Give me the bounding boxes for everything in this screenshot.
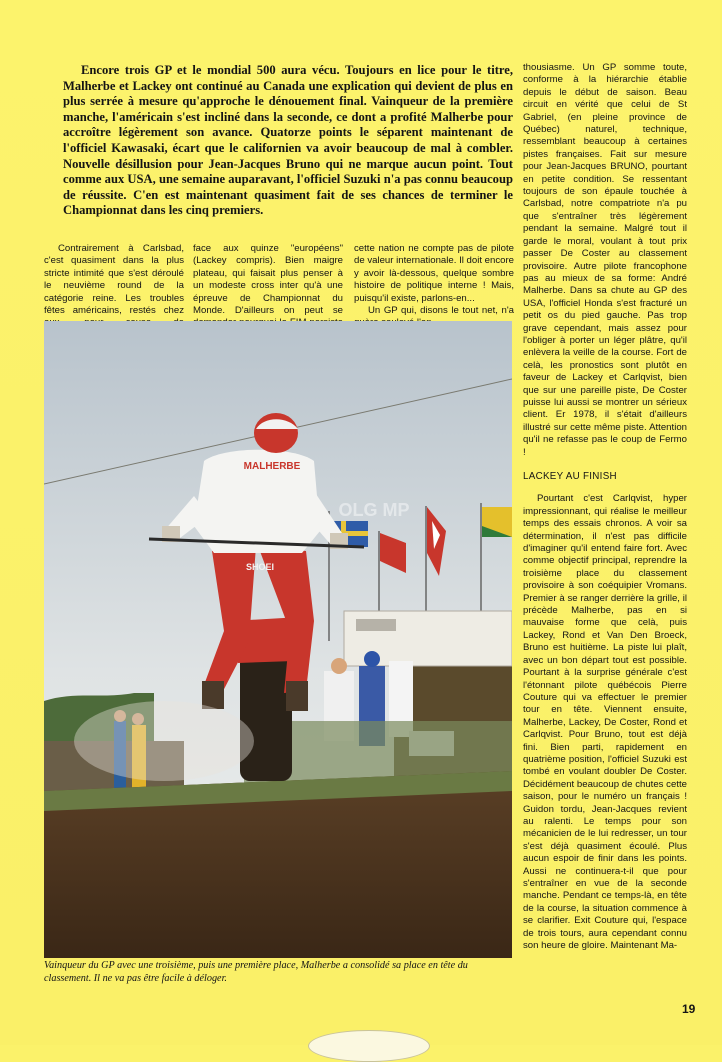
race-photo <box>44 321 512 958</box>
page-number: 19 <box>682 1002 696 1016</box>
trailer-window <box>356 619 396 631</box>
binding-mark <box>308 1030 430 1062</box>
column-4-text-2: Pourtant c'est Carlqvist, hyper impressionnant, qui réalise le meilleur temps des essais chronos. A voir sa détermination, il n'est pas difficile d'imaginer qu'il entend faire fort. Avec comme objectif principal, reprendre la troisième place du classement provisoire à son coéquipier Vromans. Premier à se ranger derrière la grille, il précède Malherbe, pas en si mauvaise forme que celà, puis Lackey, Rond et Van Den Broeck, Bruno est huitième. La piste lui plaît, avec un bon départ tout est possible. Pourtant à la surprise générale c'est l'étonnant pilote québécois Pierre Couture qui va effectuer le premier tour en tête. Viennent ensuite, Malherbe, Lackey, De Coster, Rond et Carlqvist. Pour Bruno, tout est déjà fini. Bien parti, rapidement en quatrième position, l'officiel Suzuki est tombé en voulant doubler De Coster. Décidément beaucoup de chutes cette saison, pour le numéro un français ! Guidon tordu, Jean-Jacques revient au ralenti. Le temps pour son mécanicien de le lui redresser, un tour s'est déjà quasiment écoulé. Plus aucun espoir de finir dans les points. Aussi ne continuera-t-il que pour s'entraîner en vue de la seconde manche. Pendant ce temps-là, en tête de la course, la situation commence à se clarifier. Exit Couture qui, l'espace de trois tours, aura cependant connu son heure de gloire. Maintenant Ma- <box>523 493 687 952</box>
dust-cloud <box>74 701 254 781</box>
section-heading: LACKEY AU FINISH <box>523 471 617 482</box>
left-boot <box>202 681 224 709</box>
right-boot <box>286 681 308 711</box>
article-intro: Encore trois GP et le mondial 500 aura vécu. Toujours en lice pour le titre, Malherbe et Lackey ont continué au Canada une explication qui devient de plus en plus serrée à mesure qu'approche le dénouement final. Vainqueur de la première manche, l'américain s'est incliné dans la seconde, ce dont a profité Malherbe pour accroître légèrement son avance. Quatorze points le séparent maintenant de l'officiel Kawasaki, écart que le californien va avoir beaucoup de mal à combler. Nouvelle désillusion pour Jean-Jacques Bruno qui ne marque aucun point. Tout comme aux USA, une semaine auparavant, l'officiel Suzuki n'a pas connu beaucoup de réussite. C'en est maintenant quasiment fait de ses chances de terminer le Championnat dans les cinq premiers. <box>63 63 513 218</box>
column-3 <box>354 243 514 330</box>
photo-caption: Vainqueur du GP avec une troisième, puis une première place, Malherbe a consolidé sa place en tête du classement. Il ne va pas être facile à déloger. <box>44 960 468 984</box>
helmet-name: MALHERBE <box>243 461 301 472</box>
column-3-text: cette nation ne compte pas de pilote de valeur internationale. Il doit encore y avoir là-dessous, quelque sombre histoire de politique interne ! Mais, puisqu'il existe, parlons-en... <box>354 243 514 304</box>
column-4-text: thousiasme. Un GP somme toute, conforme à la hiérarchie établie depuis le début de saison. Beau circuit en vérité que celui de St Gabriel, (en pleine province de Québec) naturel, technique, ressemblant beaucoup à certaines pistes françaises. Fait sur mesure pour Jean-Jacques BRUNO, pourtant en petite condition. Se ressentant toujours de son épaule touchée à Carlsbad, notre compatriote n'a pu que s'entraîner très légèrement pendant la semaine. Malgré tout il garde le moral, voulant à tout prix passer De Coster au classement provisoire. Autre pilote francophone pas au mieux de sa forme: André Malherbe. Dans sa chute au GP des USA, l'officiel Honda s'est fracturé un petit os du pied gauche. Pas trop grave cependant, mais assez pour l'obliger à porter un léger plâtre, qu'il enlèvera la veille de la course. Fort de celà, les pronostics sont plutôt en faveur de Lackey et Carlqvist, bien que sur une pareille piste, De Coster puisse lui aussi se montrer un sérieux client. Er 1978, il s'était d'ailleurs illustré sur cette même piste. Attention qu'il ne refasse pas le coup de Fermo ! <box>523 62 687 458</box>
column-4 <box>523 62 687 952</box>
rear-wheel <box>240 651 292 781</box>
column-3-text-2: Un GP qui, disons le tout net, n'a <box>368 305 514 317</box>
watermark: OLG MP <box>338 500 410 520</box>
column-1-text: Contrairement à Carlsbad, c'est quasiment dans la plus stricte intimité que s'est déroulé le neuvième round de la catégorie reine. Les troubles fêtes américains, restés chez <box>44 243 184 317</box>
helmet <box>254 413 298 453</box>
race-photo-illustration <box>44 321 512 958</box>
column-2-text: face aux quinze "européens" (Lackey compris). Bien maigre plateau, qui faisait plus penser à un modeste cross inter qu'à une épreuve de Championnat du Monde. D'ailleurs on peut se <box>193 243 343 317</box>
pants-brand: SHOEI <box>245 562 275 572</box>
